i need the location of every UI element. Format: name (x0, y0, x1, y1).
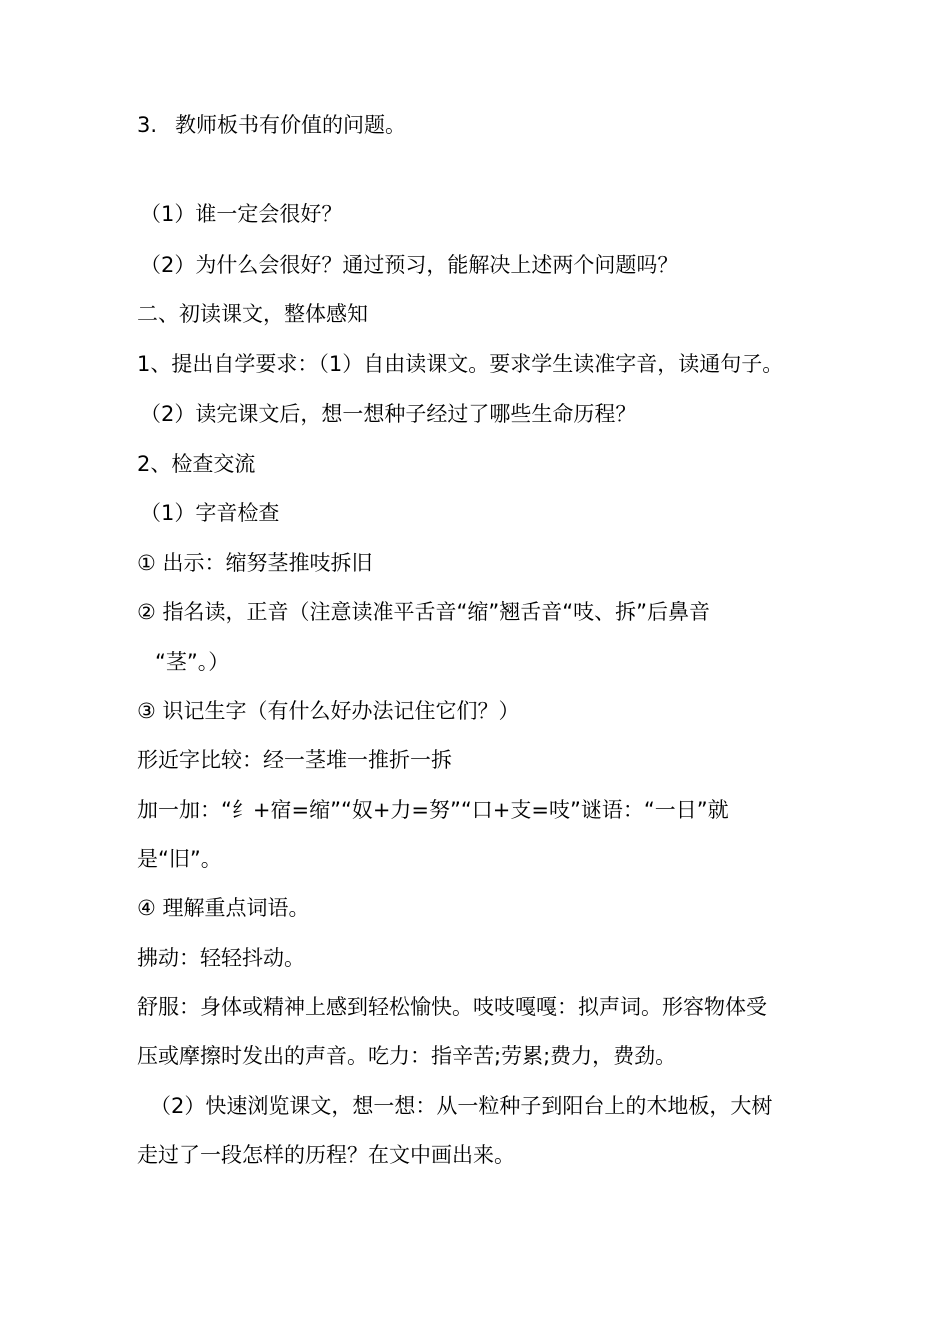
step-show-characters: ① 出示：缩努茎推吱拆旧 (137, 551, 373, 575)
step-key-words: ④ 理解重点词语。 (137, 896, 310, 920)
add-components-cont: 是“旧”。 (137, 847, 222, 871)
word-definition-2-cont: 压或摩擦时发出的声音。吃力：指辛苦;劳累;费力，费劲。 (137, 1044, 677, 1068)
word-definition-2: 舒服：身体或精神上感到轻松愉快。吱吱嘎嘎：拟声词。形容物体受 (137, 995, 767, 1019)
word-definition-1: 拂动：轻轻抖动。 (137, 946, 305, 970)
question-1: （1）谁一定会很好？ (140, 202, 343, 226)
check-exchange-heading: 2、检查交流 (137, 452, 256, 476)
step-read-aloud-cont: “茎”。） (155, 650, 230, 674)
question-2: （2）为什么会很好？通过预习，能解决上述两个问题吗？ (140, 253, 679, 277)
self-study-requirement: 1、提出自学要求：（1）自由读课文。要求学生读准字音，读通句子。 (137, 352, 784, 376)
item-number: 3. (137, 113, 158, 137)
section-heading-2: 二、初读课文，整体感知 (137, 302, 368, 326)
pronunciation-check: （1）字音检查 (140, 501, 280, 525)
quick-browse: （2）快速浏览课文，想一想：从一粒种子到阳台上的木地板，大树 (150, 1094, 773, 1118)
item-3-line (137, 110, 406, 140)
step-read-aloud: ② 指名读，正音（注意读准平舌音“缩”翘舌音“吱、拆”后鼻音 (137, 600, 711, 624)
add-components: 加一加：“纟+宿=缩”“奴+力=努”“口+支=吱”谜语：“一日”就 (137, 798, 729, 822)
self-study-requirement-2: （2）读完课文后，想一想种子经过了哪些生命历程？ (140, 402, 637, 426)
quick-browse-cont: 走过了一段怎样的历程？在文中画出来。 (137, 1143, 515, 1167)
similar-characters: 形近字比较：经一茎堆一推折一拆 (137, 748, 452, 772)
item-text: 教师板书有价值的问题。 (175, 113, 406, 137)
step-memorize: ③ 识记生字（有什么好办法记住它们？） (137, 699, 520, 723)
